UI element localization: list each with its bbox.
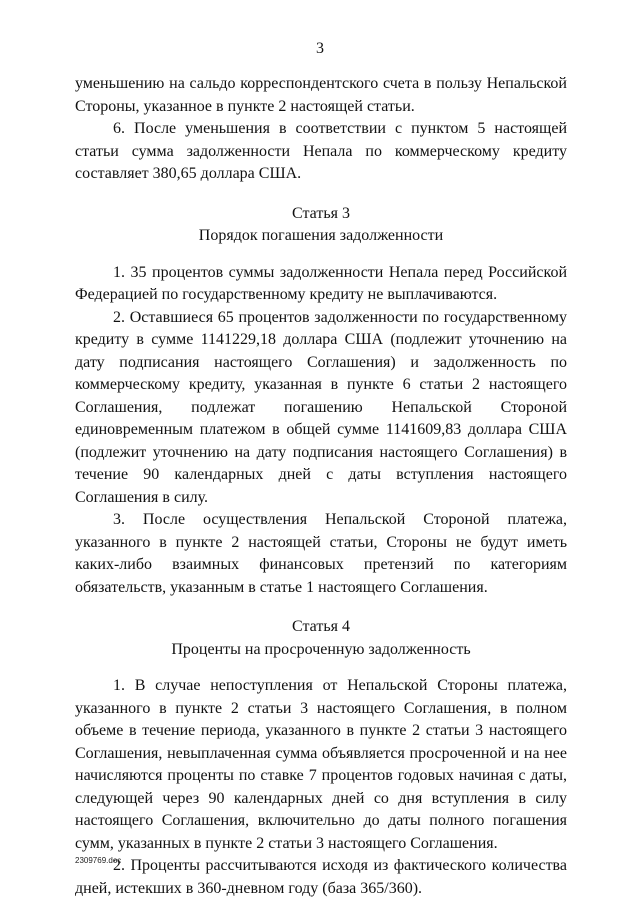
article-3-paragraph-2: 2. Оставшиеся 65 процентов задолженности по государственному кредиту в сумме 1141229,18 доллара США (подлежит уточнению на дату подписания настоящего Соглашения) и задолженность по коммерческому кредиту, указанная в пункте 6 статьи 2 настоящего Соглашения, подлежат погашению Непальской Стороной единовременным платежом в общей сумме 1141609,83 доллара США (подлежит уточнению на дату подписания настоящего Соглашения) в течение 90 календарных дней с даты вступления настоящего Соглашения в силу. (75, 308, 567, 506)
intro-paragraph-6: 6. После уменьшения в соответствии с пунктом 5 настоящей статьи сумма задолженности Непала по коммерческому кредиту составляет 380,65 доллара США. (75, 120, 567, 182)
article-4-number: Статья 4 (292, 618, 350, 635)
document-body (75, 73, 567, 900)
article-3-number: Статья 3 (292, 204, 350, 222)
article-3-paragraph-1: 1. 35 процентов суммы задолженности Непала перед Российской Федерацией по государственному кредиту не выплачиваются. (75, 263, 567, 303)
article-4-heading (75, 616, 567, 661)
page-number: 3 (316, 40, 324, 57)
article-4-paragraph-1: 1. В случае непоступления от Непальской Стороны платежа, указанного в пункте 2 статьи 3 настоящего Соглашения, в полном объеме в течение периода, указанного в пункте 2 статьи 3 настоящего Соглашения, невыплаченная сумма объявляется просроченной и на нее начисляются проценты по ставке 7 процентов годовых начиная с даты, следующей через 90 календарных дней со дня вступления в силу настоящего Соглашения, включительно до даты полного погашения сумм, указанных в пункте 2 статьи 3 настоящего Соглашения. (75, 677, 567, 852)
intro-paragraph-continuation: уменьшению на сальдо корреспондентского счета в пользу Непальской Стороны, указанное в пункте 2 настоящей статьи. (75, 75, 567, 115)
article-3-paragraph-3: 3. После осуществления Непальской Стороной платежа, указанного в пункте 2 настоящей статьи, Стороны не будут иметь каких-либо взаимных финансовых претензий по категориям обязательств, указанным в статье 1 настоящего Соглашения. (75, 511, 567, 596)
footer-doc-id: 2309769.doc (75, 856, 122, 865)
article-4-paragraph-2: 2. Проценты рассчитываются исходя из фактического количества дней, истекших в 360-дневном году (база 365/360). (75, 857, 567, 897)
article-3-title: Порядок погашения задолженности (198, 227, 444, 244)
article-4-title: Проценты на просроченную задолженность (171, 640, 471, 658)
article-3-heading (75, 203, 567, 248)
